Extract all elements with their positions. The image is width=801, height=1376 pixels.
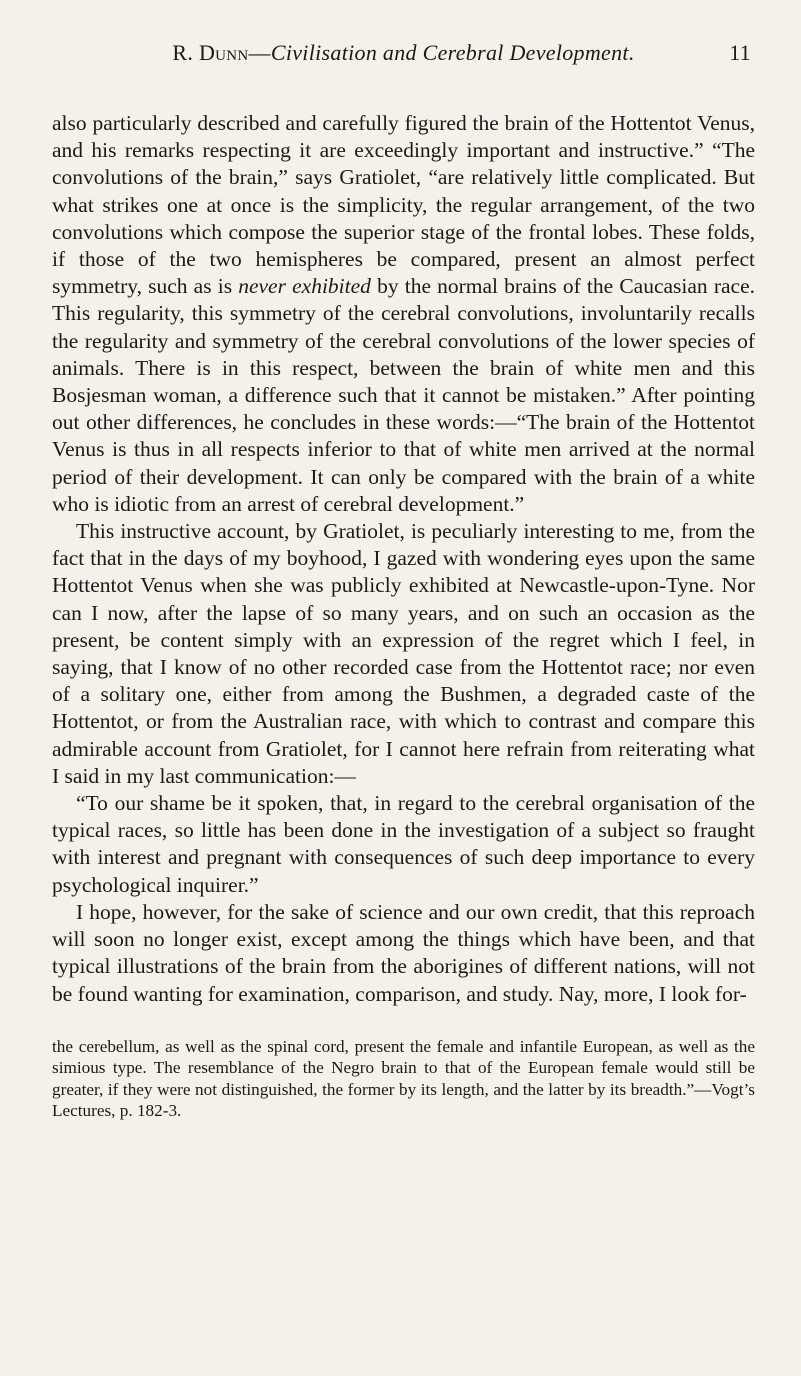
body-paragraph	[52, 518, 755, 790]
head-separator: —	[248, 40, 271, 65]
paragraph-text: I hope, however, for the sake of science and our own credit, that this reproach will soon no longer exist, except among the things which have been, and that typical illustrations of the brain from the aborigines of different nations, will not be found wanting for examination, comparison, and study. Nay, more, I look for-	[52, 899, 755, 1006]
body-paragraph	[52, 110, 755, 518]
footnote	[52, 1036, 755, 1122]
body-paragraph	[52, 899, 755, 1008]
body-paragraph	[52, 790, 755, 899]
paragraph-text: This instructive account, by Gratiolet, is peculiarly interesting to me, from the fact that in the days of my boyhood, I gazed with wondering eyes upon the same Hottentot Venus when she was publicly exhibited at Newcastle-upon-Tyne. Nor can I now, after the lapse of so many years, and on such an occasion as the present, be content simply with an expression of the regret which I feel, in saying, that I know of no other recorded case from the Hottentot race; nor even of a solitary one, either from among the Bushmen, a degraded caste of the Hottentot, or from the Australian race, with which to contrast and compare this admirable account from Gratiolet, for I cannot here refrain from reiterating what I said in my last communication:—	[52, 519, 755, 788]
emphasis-text: never exhibited	[238, 274, 371, 299]
body-text	[52, 110, 755, 1008]
author-initial: R.	[172, 40, 194, 65]
running-head	[52, 40, 755, 80]
author-name: Dunn	[198, 40, 249, 65]
running-head-author	[172, 40, 634, 65]
paragraph-text: also particularly described and carefully figured the brain of the Hottentot Venus, and his remarks respecting it are exceedingly important and instructive.” “The convolutions of the brain,” says Gratiolet, “are relatively little complicated. But what strikes one at once is the simplicity, the regular arrangement, of the two convolutions which compose the superior stage of the frontal lobes. These folds, if those of the two hemispheres be compared, present an almost perfect symmetry, such as is	[52, 111, 755, 299]
paragraph-text: “To our shame be it spoken, that, in regard to the cerebral organisation of the typical races, so little has been done in the investigation of a subject so fraught with interest and pregnant with consequences of such deep importance to every psychological inquirer.”	[52, 791, 755, 897]
page-number: 11	[729, 40, 751, 65]
running-title: Civilisation and Cerebral Development.	[270, 40, 635, 65]
footnote-text: the cerebellum, as well as the spinal cord, present the female and infantile European, as well as the simious type. The resemblance of the Negro brain to that of the European female would still be greater, if they were not distinguished, the former by its length, and the latter by its breadth.”—Vogt’s Lectures, p. 182-3.	[52, 1036, 755, 1121]
paragraph-text: by the normal brains of the Caucasian race. This regularity, this symmetry of the cerebral convolutions, involuntarily recalls the regularity and symmetry of the cerebral convolutions of the lower species of animals. There is in this respect, between the brain of white men and this Bosjesman woman, a difference such that it cannot be mistaken.” After pointing out other differences, he concludes in these words:—“The brain of the Hottentot Venus is thus in all respects inferior to that of white men arrived at the normal period of their development. It can only be compared with the brain of a white who is idiotic from an arrest of cerebral development.”	[52, 274, 755, 516]
